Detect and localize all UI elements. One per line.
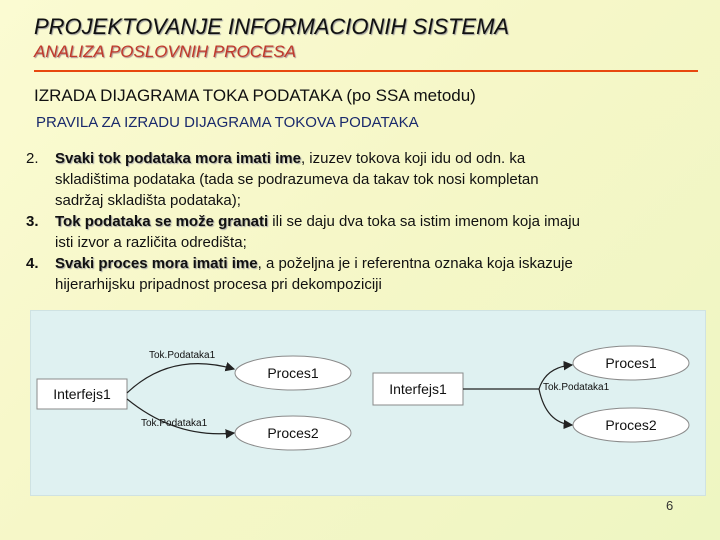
rules-list xyxy=(22,148,582,295)
title-divider xyxy=(34,70,698,72)
left-process-bottom-label: Proces2 xyxy=(267,425,319,441)
page-number: 6 xyxy=(666,498,674,513)
rule-emphasis: Svaki proces mora imati ime xyxy=(55,255,258,272)
rule-text: , izuzev tokova koji idu od odn. ka skladištima podataka (tada se podrazumeva da takav tok nosi kompletan sadržaj skladišta podataka); xyxy=(55,150,539,209)
right-flow-branch-bottom xyxy=(539,389,572,425)
rule-number: 3. xyxy=(26,213,39,230)
rule-item-3 xyxy=(22,211,582,253)
rule-emphasis: Tok podataka se može granati xyxy=(55,213,269,230)
left-interface-label: Interfejs1 xyxy=(53,386,111,402)
left-dfd xyxy=(37,350,351,450)
rule-text: ili se daju dva toka sa istim imenom koja imaju isti izvor a različita odredišta; xyxy=(55,213,580,251)
rule-item-4 xyxy=(22,253,582,295)
section-heading: IZRADA DIJAGRAMA TOKA PODATAKA (po SSA metodu) xyxy=(34,86,476,105)
dfd-diagram-canvas xyxy=(31,311,705,495)
left-flow-top-label: Tok.Podataka1 xyxy=(149,350,216,361)
right-interface-label: Interfejs1 xyxy=(389,381,447,397)
rule-emphasis: Svaki tok podataka mora imati ime xyxy=(55,150,301,167)
right-dfd xyxy=(373,346,689,442)
left-process-top-label: Proces1 xyxy=(267,365,319,381)
left-flow-bottom-label: Tok.Podataka1 xyxy=(141,418,208,429)
slide-subtitle: ANALIZA POSLOVNIH PROCESA xyxy=(34,42,296,61)
section-subheading: PRAVILA ZA IZRADU DIJAGRAMA TOKOVA PODATAKA xyxy=(36,114,419,131)
left-flow-top-arrow xyxy=(127,364,234,393)
slide-title: PROJEKTOVANJE INFORMACIONIH SISTEMA xyxy=(34,14,510,39)
right-process-top-label: Proces1 xyxy=(605,355,657,371)
dfd-diagram xyxy=(30,310,706,496)
right-process-bottom-label: Proces2 xyxy=(605,417,657,433)
right-flow-label: Tok.Podataka1 xyxy=(543,382,610,393)
rule-number: 4. xyxy=(26,255,39,272)
rule-number: 2. xyxy=(26,150,39,167)
rule-text: , a poželjna je i referentna oznaka koja iskazuje hijerarhijsku pripadnost procesa pri dekompoziciji xyxy=(55,255,573,293)
rule-item-2 xyxy=(22,148,582,211)
